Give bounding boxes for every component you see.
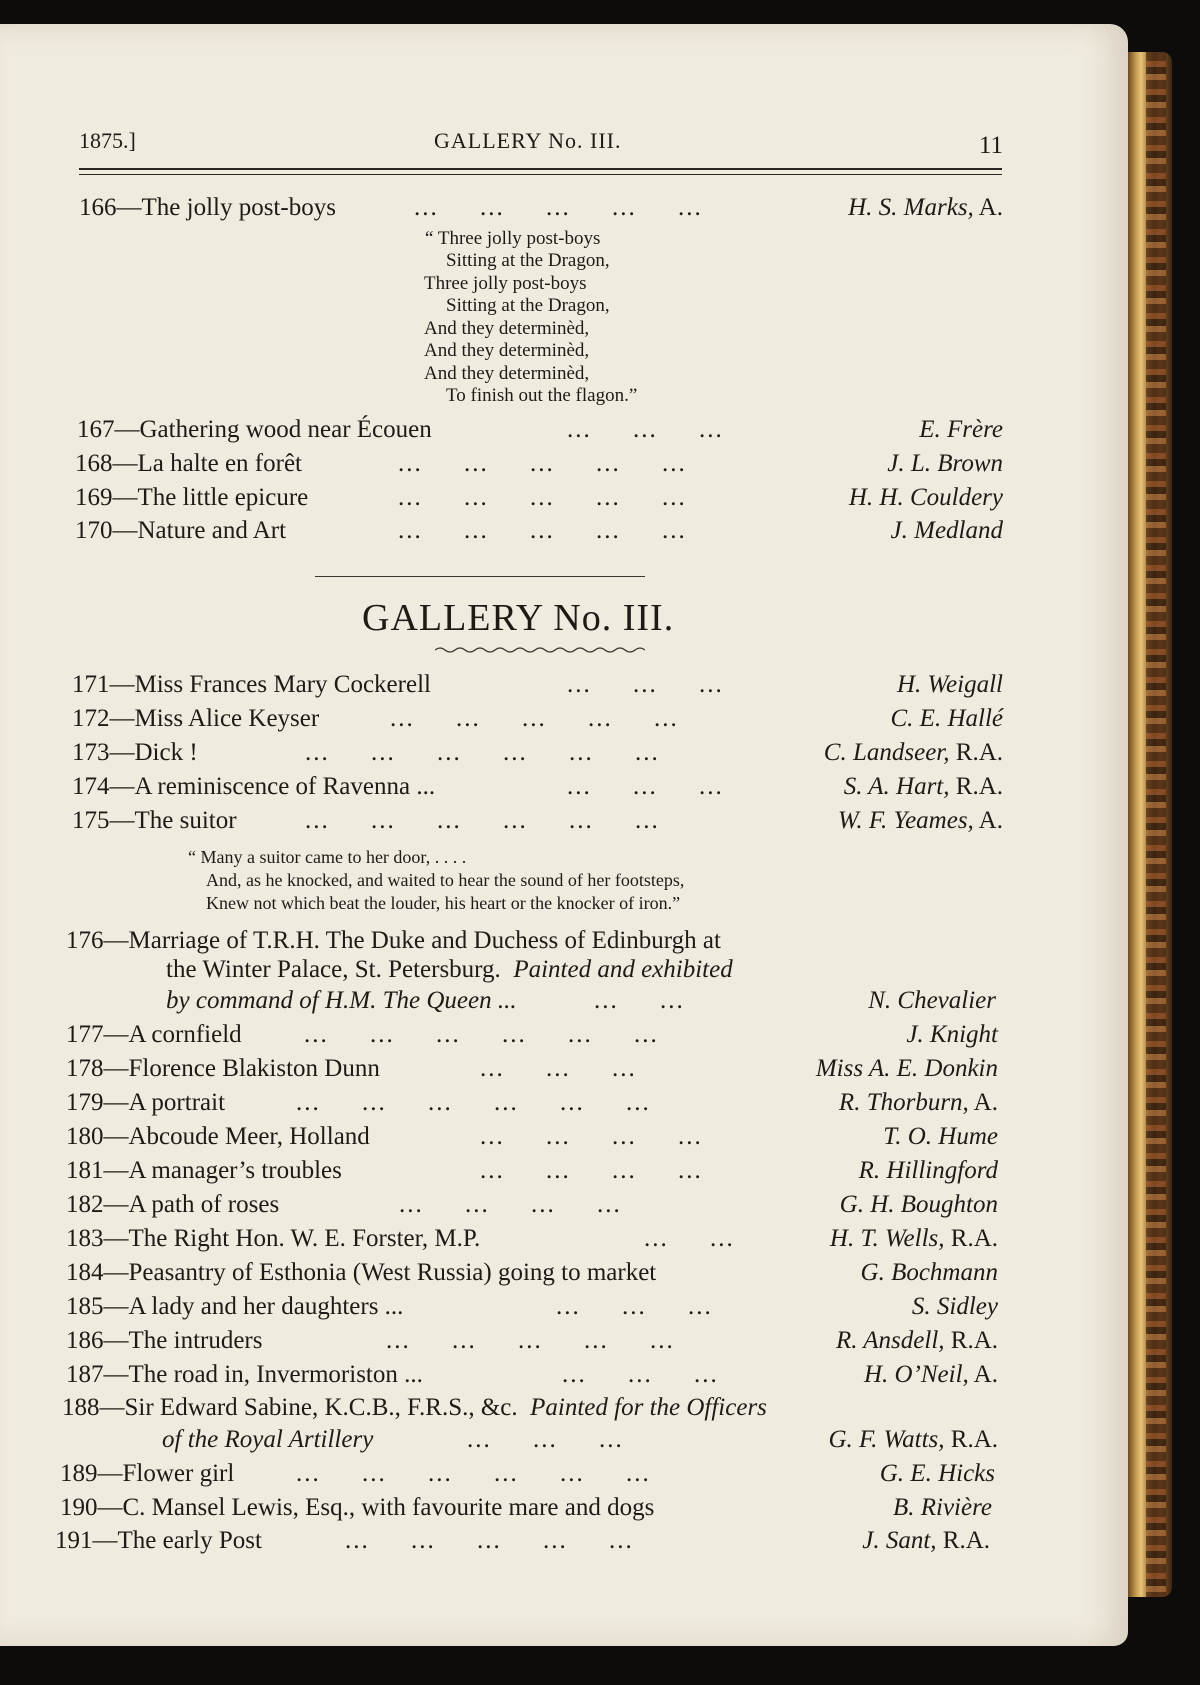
book-edge <box>1128 52 1172 1597</box>
verse-line: “ Three jolly post-boys <box>425 228 601 249</box>
entry-188-line-1: 188—Sir Edward Sabine, K.C.B., F.R.S., &c. Painted for the Officers <box>62 1394 767 1421</box>
verse-line: Sitting at the Dragon, <box>446 250 610 271</box>
entry-title: 166—The jolly post-boys <box>79 194 336 221</box>
entry-title: 177—A cornfield <box>66 1021 242 1048</box>
entry-artist: G. H. Boughton <box>839 1191 998 1218</box>
entry-artist: R. Ansdell, R.A. <box>835 1327 998 1354</box>
entry-artist: J. Knight <box>906 1021 998 1048</box>
verse-quotation <box>0 228 1128 410</box>
dot-leader: ... ... ... ... <box>399 1191 622 1218</box>
entry-artist: B. Rivière <box>892 1494 992 1521</box>
entry-artist: J. Medland <box>890 517 1003 544</box>
entry-artist: J. L. Brown <box>887 450 1003 477</box>
dot-leader: ... ... ... ... ... <box>398 484 687 511</box>
header-rule <box>79 168 1002 175</box>
catalogue-entry <box>66 1019 998 1051</box>
suitor-quotation <box>0 846 1128 916</box>
entry-artist: S. Sidley <box>911 1293 998 1320</box>
verse-line: And they determinèd, <box>424 363 590 384</box>
dot-leader: ... ... ... <box>480 1055 637 1082</box>
dot-leader: ... ... ... ... ... <box>345 1527 634 1554</box>
entry-artist: J. Sant, R.A. <box>862 1527 990 1554</box>
dot-leader: ... ... ... ... ... ... <box>296 1460 651 1487</box>
header-year: 1875.] <box>79 128 136 153</box>
entry-title: 191—The early Post <box>55 1527 262 1554</box>
entry-artist: N. Chevalier <box>868 987 996 1014</box>
entry-artist: G. Bochmann <box>860 1259 998 1286</box>
entry-artist: C. E. Hallé <box>890 705 1003 732</box>
catalogue-entry <box>66 1189 998 1221</box>
entry-title: 172—Miss Alice Keyser <box>72 705 320 732</box>
catalogue-entry <box>66 1359 998 1391</box>
entry-title: 178—Florence Blakiston Dunn <box>66 1055 380 1082</box>
header-title: GALLERY No. III. <box>434 128 622 153</box>
entry-title: 179—A portrait <box>66 1089 226 1116</box>
entry-title: 190—C. Mansel Lewis, Esq., with favourite mare and dogs <box>60 1494 655 1521</box>
catalogue-entry <box>60 1458 995 1490</box>
dot-leader: ... ... ... ... <box>480 1157 703 1184</box>
catalogue-entry <box>72 805 1003 837</box>
catalogue-entry <box>75 515 1003 547</box>
dot-leader: ... ... ... ... ... <box>414 194 703 221</box>
dot-leader: ... ... <box>644 1225 735 1252</box>
entry-title: by command of H.M. The Queen ... <box>166 987 517 1014</box>
entry-176-line-2: the Winter Palace, St. Petersburg. Painted and exhibited <box>166 956 733 983</box>
dot-leader: ... ... ... ... ... <box>398 450 687 477</box>
dot-leader: ... ... ... <box>467 1426 624 1453</box>
catalogue-entry <box>66 1325 998 1357</box>
entry-title: 169—The little epicure <box>75 484 309 511</box>
dot-leader: ... ... ... ... ... ... <box>305 807 660 834</box>
catalogue-entry <box>66 1223 998 1255</box>
entry-artist: H. H. Couldery <box>848 484 1003 511</box>
catalogue-entry <box>66 1121 998 1153</box>
entry-title: 189—Flower girl <box>60 1460 235 1487</box>
entry-artist: T. O. Hume <box>883 1123 998 1150</box>
catalogue-entry <box>66 1291 998 1323</box>
dot-leader: ... ... <box>594 987 685 1014</box>
catalogue-entry <box>66 1053 998 1085</box>
verse-line: And they determinèd, <box>424 340 590 361</box>
entry-artist: S. A. Hart, R.A. <box>843 773 1003 800</box>
quote-line: “ Many a suitor came to her door, . . . . <box>188 847 467 867</box>
entry-artist: W. F. Yeames, A. <box>837 807 1003 834</box>
entry-title: 181—A manager’s troubles <box>66 1157 342 1184</box>
entry-title: 171—Miss Frances Mary Cockerell <box>72 671 431 698</box>
entry-title: 186—The intruders <box>66 1327 263 1354</box>
entry-title: of the Royal Artillery <box>162 1426 374 1453</box>
catalogue-entry <box>79 192 1003 224</box>
dot-leader: ... ... ... ... ... <box>386 1327 675 1354</box>
verse-line: And they determinèd, <box>424 318 590 339</box>
dot-leader: ... ... ... ... ... <box>390 705 679 732</box>
entry-artist: C. Landseer, R.A. <box>823 739 1003 766</box>
entry-title: 170—Nature and Art <box>75 517 287 544</box>
catalogue-entry <box>72 737 1003 769</box>
entry-title: 185—A lady and her daughters ... <box>66 1293 404 1320</box>
catalogue-entry <box>66 1155 998 1187</box>
entry-title: 184—Peasantry of Esthonia (West Russia) going to market <box>66 1259 657 1286</box>
dot-leader: ... ... ... ... ... ... <box>296 1089 651 1116</box>
dot-leader: ... ... ... <box>567 416 724 443</box>
dot-leader: ... ... ... ... ... <box>398 517 687 544</box>
dot-leader: ... ... ... ... ... ... <box>305 739 660 766</box>
dot-leader: ... ... ... <box>562 1361 719 1388</box>
entry-artist: H. Weigall <box>896 671 1003 698</box>
catalogue-entry <box>72 771 1003 803</box>
entry-title: 174—A reminiscence of Ravenna ... <box>72 773 436 800</box>
catalogue-entry <box>72 703 1003 735</box>
page-number: 11 <box>978 132 1003 159</box>
dot-leader: ... ... ... ... ... ... <box>304 1021 659 1048</box>
catalogue-entry <box>55 1525 990 1557</box>
entry-title: 180—Abcoude Meer, Holland <box>66 1123 370 1150</box>
entry-artist: G. F. Watts, R.A. <box>828 1426 998 1453</box>
entry-artist: R. Thorburn, A. <box>838 1089 998 1116</box>
quote-line: And, as he knocked, and waited to hear the sound of her footsteps, <box>206 870 685 890</box>
catalogue-entry <box>66 1257 998 1289</box>
dot-leader: ... ... ... ... <box>480 1123 703 1150</box>
entry-title: 175—The suitor <box>72 807 237 834</box>
entry-title: 183—The Right Hon. W. E. Forster, M.P. <box>66 1225 481 1252</box>
entry-artist: H. T. Wells, R.A. <box>829 1225 998 1252</box>
verse-line: Sitting at the Dragon, <box>446 295 610 316</box>
dot-leader: ... ... ... <box>567 671 724 698</box>
catalogue-entry <box>72 669 1003 701</box>
entry-title: 168—La halte en forêt <box>75 450 302 477</box>
entry-artist: G. E. Hicks <box>879 1460 995 1487</box>
section-rule <box>315 576 645 577</box>
entry-176-line-1: 176—Marriage of T.R.H. The Duke and Duchess of Edinburgh at <box>66 927 721 954</box>
entry-artist: H. S. Marks, A. <box>848 194 1003 221</box>
entry-artist: E. Frère <box>919 416 1003 443</box>
entry-artist: Miss A. E. Donkin <box>815 1055 998 1082</box>
catalogue-entry <box>75 448 1003 480</box>
running-header <box>79 128 1003 162</box>
catalogue-entry <box>162 1424 998 1456</box>
catalogue-entry <box>77 414 1003 446</box>
catalogue-entry <box>66 1087 998 1119</box>
entry-title: 182—A path of roses <box>66 1191 280 1218</box>
quote-line: Knew not which beat the louder, his heart or the knocker of iron.” <box>206 893 681 913</box>
catalogue-entry <box>75 482 1003 514</box>
catalogue-entry <box>166 985 996 1017</box>
wavy-ornament <box>435 646 645 654</box>
entry-artist: R. Hillingford <box>858 1157 998 1184</box>
entry-title: 173—Dick ! <box>72 739 198 766</box>
entry-title: 167—Gathering wood near Écouen <box>77 416 432 443</box>
verse-line: Three jolly post-boys <box>424 273 587 294</box>
dot-leader: ... ... ... <box>567 773 724 800</box>
entry-title: 187—The road in, Invermoriston ... <box>66 1361 423 1388</box>
dot-leader: ... ... ... <box>556 1293 713 1320</box>
catalogue-entry <box>60 1492 992 1524</box>
entry-artist: H. O’Neil, A. <box>863 1361 998 1388</box>
gallery-heading: GALLERY No. III. <box>362 597 675 639</box>
verse-line: To finish out the flagon.” <box>446 385 638 406</box>
